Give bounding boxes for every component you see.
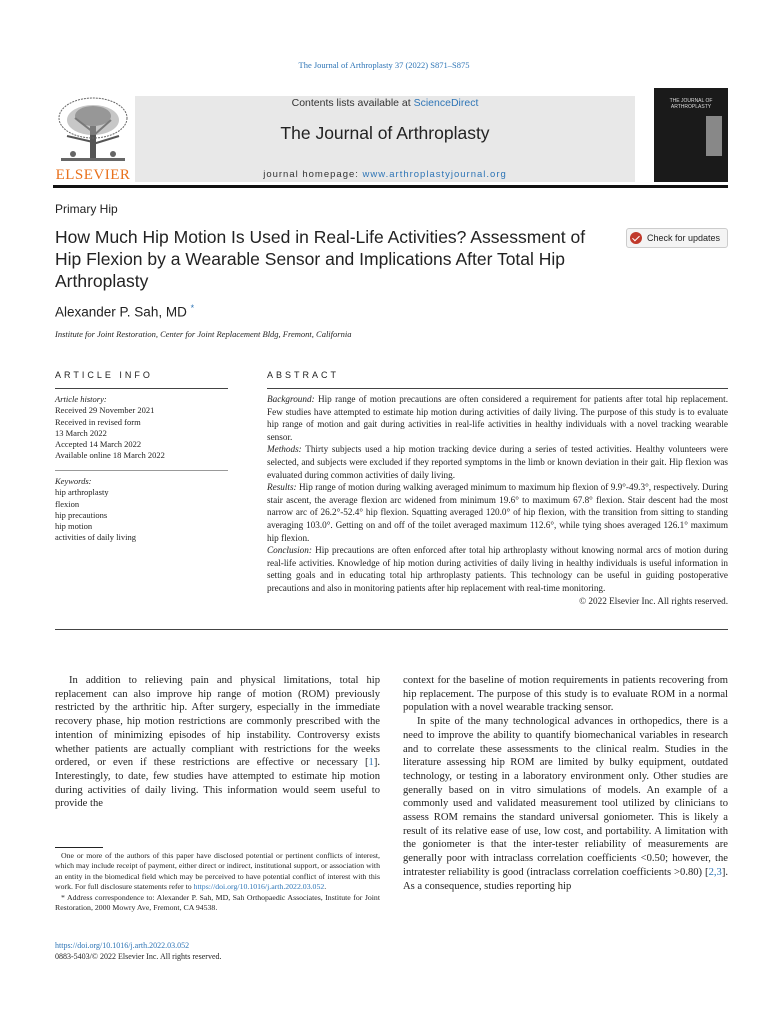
history-item: Received in revised form bbox=[55, 416, 141, 427]
contents-prefix: Contents lists available at bbox=[291, 97, 414, 109]
issn-line: 0883-5403/© 2022 Elsevier Inc. All rights reserved. bbox=[55, 952, 222, 961]
body-left-column bbox=[55, 674, 380, 811]
abstract-methods bbox=[267, 443, 728, 481]
check-for-updates-button[interactable] bbox=[626, 228, 728, 248]
homepage-link[interactable]: www.arthroplastyjournal.org bbox=[362, 169, 507, 180]
check-updates-label: Check for updates bbox=[647, 233, 721, 243]
journal-banner bbox=[135, 96, 635, 182]
body-right-column bbox=[403, 674, 728, 893]
footnotes bbox=[55, 851, 380, 913]
body-paragraph: context for the baseline of motion requirements in patients recovering from hip replacement. The purpose of this study is to evaluate ROM in a normal population with a novel wearable tracking sensor. bbox=[403, 675, 728, 714]
keyword-item: hip arthroplasty bbox=[55, 487, 109, 498]
abstract-results bbox=[267, 481, 728, 544]
elsevier-wordmark: ELSEVIER bbox=[55, 167, 131, 183]
doi-link[interactable]: https://doi.org/10.1016/j.arth.2022.03.052 bbox=[55, 941, 190, 950]
contents-line bbox=[135, 97, 635, 109]
conclusion-text: Hip precautions are often enforced after total hip arthroplasty without knowing normal arcs of motion during real-life activities. Knowledge of hip motion during activities of daily living in healthy individuals is useful information in setting goals and in educating total hip arthroplasty patients. This technology can be useful in guiding postoperative precautions and also in monitoring patients after hip replacement with real-time monitoring. bbox=[267, 545, 728, 593]
keywords-label: Keywords: bbox=[55, 476, 92, 486]
page-footer bbox=[55, 940, 222, 962]
abstract-rule bbox=[267, 388, 728, 389]
disclosure-link[interactable]: https://doi.org/10.1016/j.arth.2022.03.052 bbox=[193, 882, 325, 892]
history-item: Received 29 November 2021 bbox=[55, 405, 155, 416]
abstract-conclusion bbox=[267, 544, 728, 594]
history-item: Accepted 14 March 2022 bbox=[55, 439, 142, 450]
author-footnote-mark[interactable]: * bbox=[190, 303, 195, 313]
conclusion-label: Conclusion: bbox=[267, 545, 312, 556]
journal-header bbox=[53, 88, 728, 184]
background-label: Background: bbox=[267, 394, 315, 404]
history-item: 13 March 2022 bbox=[55, 427, 107, 438]
methods-label: Methods: bbox=[267, 444, 302, 455]
reference-link[interactable]: 1 bbox=[368, 757, 374, 769]
reference-link[interactable]: 2,3 bbox=[708, 866, 722, 878]
body-paragraph bbox=[55, 674, 380, 811]
body-text: In spite of the many technological advances in orthopedics, there is a need to improve the ability to quantify biomechanical variables in research and to correlate these assessments to the clinical realm. Studies in the literature assessing hip ROM are limited by bulky equipment, outdated technology, or testing in a laboratory environment only. Other studies are generally based on in vitro simulations of models. An example of a commonly used and validated measurement tool utilized by clinicians to assess ROM remains the standard universal goniometer. This is likely a result of its relative ease of use, low cost, and portability. A limitation with the goniometer is that the inter-tester reliability of measurements are generally poor with intraclass correlation coefficients <0.50; however, the intratester reliability is good (intraclass correlation coefficients >0.80) [ bbox=[403, 716, 728, 878]
abstract-heading: ABSTRACT bbox=[267, 370, 340, 380]
journal-homepage bbox=[135, 169, 635, 180]
article-info-heading: ARTICLE INFO bbox=[55, 370, 153, 380]
author-affiliation: Institute for Joint Restoration, Center for Joint Replacement Bldg, Fremont, California bbox=[55, 329, 352, 339]
keywords-rule bbox=[55, 470, 228, 471]
elsevier-tree-icon bbox=[53, 96, 133, 166]
article-title: How Much Hip Motion Is Used in Real-Life Activities? Assessment of Hip Flexion by a Wearable Sensor and Implications After Total Hip Arthroplasty bbox=[55, 227, 586, 291]
article-info-rule bbox=[55, 388, 228, 389]
results-label: Results: bbox=[267, 482, 297, 493]
cover-image bbox=[706, 116, 722, 156]
body-paragraph bbox=[403, 715, 728, 893]
results-text: Hip range of motion during walking averaged minimum to maximum hip flexion of 9.9°-49.3°, respectively. During stair ascent, the average flexion arc widened from minimum 19.6° to maximum 67.8° flexion. Stair descent had the most narrow arc of 26.2°-52.4° hip flexion. Squatting averaged 120.0° of hip flexion, with the transition from sitting to standing averaging 103.0°. Getting on and off of the toilet averaged maximum 112.6°, while tying shoes averaged 126.1° maximum hip flexion. bbox=[267, 482, 729, 543]
methods-text: Thirty subjects used a hip motion tracking device during a series of tested activities. Healthy volunteers were selected, and subjects were excluded if they reported symptoms in the limb or known deviation in their gait. Hip flexion was evaluated during common activities of daily living. bbox=[267, 444, 728, 480]
body-text: In addition to relieving pain and physical limitations, total hip replacement can also improve hip range of motion (ROM) previously restricted by the arthritic hip. After surgery, especially in the immediate recovery phase, hip motion restrictions are commonly prescribed with the intention of minimizing episodes of hip instability. Controversy exists whether patients are actually compliant with restrictions for the weeks ordered, or even if these restrictions are effective or necessary [ bbox=[55, 675, 380, 769]
elsevier-logo bbox=[53, 96, 133, 184]
abstract-background bbox=[267, 393, 728, 443]
footnote-rule bbox=[55, 847, 103, 848]
disclosure-footnote bbox=[55, 851, 380, 893]
abstract bbox=[267, 393, 728, 607]
keyword-item: activities of daily living bbox=[55, 532, 136, 543]
journal-title: The Journal of Arthroplasty bbox=[280, 123, 490, 143]
keyword-item: hip motion bbox=[55, 521, 93, 532]
sciencedirect-link[interactable]: ScienceDirect bbox=[413, 97, 479, 109]
footnote-text: . bbox=[324, 882, 327, 892]
author-line bbox=[55, 303, 194, 320]
header-divider bbox=[53, 185, 728, 188]
journal-cover[interactable] bbox=[654, 88, 728, 182]
correspondence-footnote: * Address correspondence to: Alexander P. Sah, MD, Sah Orthopaedic Associates, Institute for Joint Restoration, 2000 Mowry Ave, Fremont, CA 94538. bbox=[55, 892, 380, 913]
cover-title: THE JOURNAL OF ARTHROPLASTY bbox=[669, 98, 713, 110]
check-updates-icon bbox=[630, 232, 642, 244]
keyword-item: hip precautions bbox=[55, 509, 108, 520]
article-history bbox=[55, 394, 235, 462]
abstract-end-rule bbox=[55, 629, 728, 630]
background-text: Hip range of motion precautions are often considered a requirement for patients after total hip replacement. Few studies have attempted to estimate hip motion during activities of daily living. The purpose of this study is to evaluate hip range of motion and gait during activities in real-life activities in healthy individuals with a novel tracking wearable sensor. bbox=[267, 394, 728, 442]
body-text: ]. As a consequence, studies reporting hip bbox=[403, 866, 728, 892]
body-text: ]. Interestingly, to date, few studies have attempted to estimate hip motion during activities of daily living. This information would seem useful to provide the bbox=[55, 757, 380, 810]
footnote-text: One or more of the authors of this paper have disclosed potential or pertinent conflicts of interest, which may include receipt of payment, either direct or indirect, institutional support, or association with an entity in the biomedical field which may be perceived to have potential conflict of interest with this work. For full disclosure statements refer to bbox=[55, 851, 380, 892]
author-name[interactable]: Alexander P. Sah, MD bbox=[55, 304, 187, 320]
homepage-prefix: journal homepage: bbox=[263, 169, 363, 180]
history-label: Article history: bbox=[55, 394, 107, 404]
abstract-copyright: © 2022 Elsevier Inc. All rights reserved. bbox=[579, 595, 728, 606]
journal-citation[interactable]: The Journal of Arthroplasty 37 (2022) S871–S875 bbox=[298, 60, 470, 70]
history-item: Available online 18 March 2022 bbox=[55, 450, 165, 461]
article-section: Primary Hip bbox=[55, 202, 118, 216]
keywords bbox=[55, 476, 235, 544]
keyword-item: flexion bbox=[55, 498, 80, 509]
